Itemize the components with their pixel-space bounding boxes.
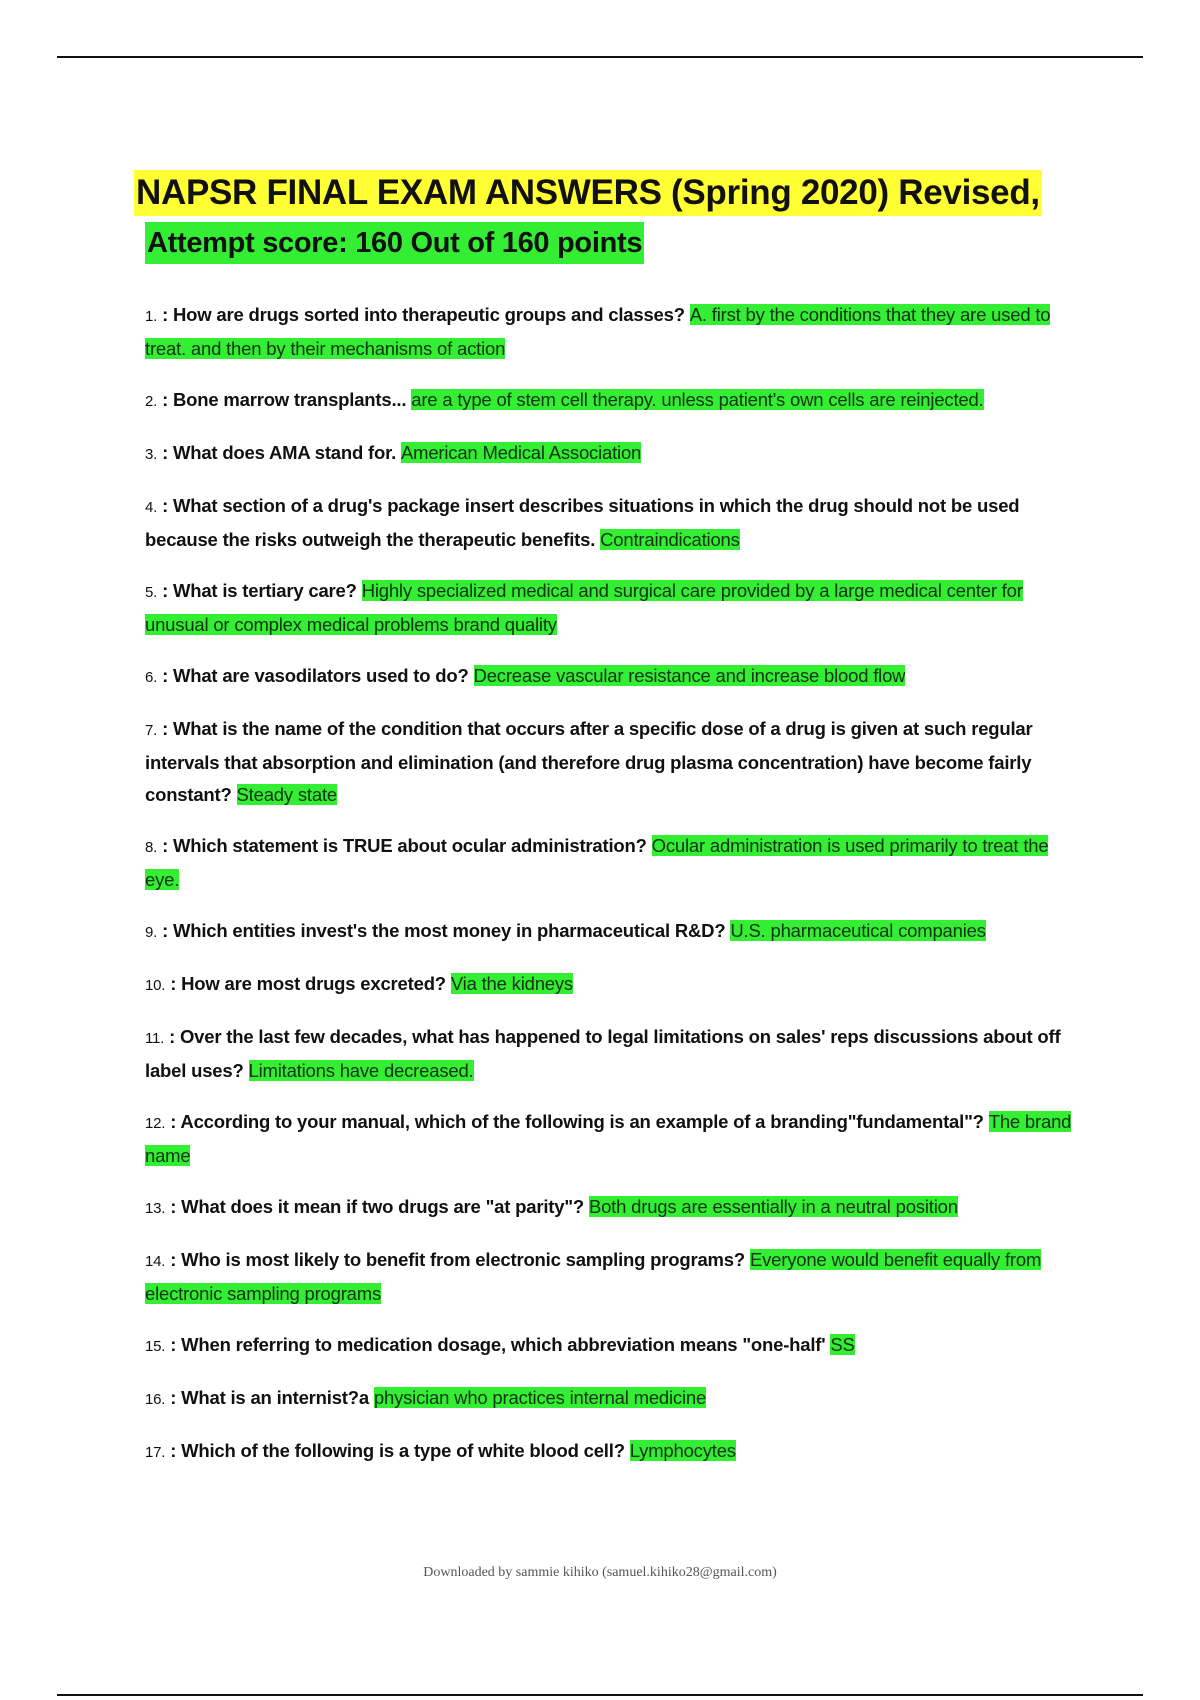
question-number: 6. bbox=[145, 669, 158, 686]
answer-highlight: Steady state bbox=[236, 784, 337, 805]
question-text: : How are most drugs excreted? bbox=[170, 973, 446, 994]
question-text: : Which statement is TRUE about ocular administration? bbox=[162, 835, 647, 856]
answer-highlight: are a type of stem cell therapy. unless patient's own cells are reinjected. bbox=[411, 389, 984, 410]
attempt-score: Attempt score: 160 Out of 160 points bbox=[145, 222, 644, 264]
question-text: : What are vasodilators used to do? bbox=[162, 665, 469, 686]
question-item bbox=[145, 1106, 1085, 1172]
question-item bbox=[145, 384, 1085, 418]
answer-highlight: Highly specialized medical and surgical care provided by a large medical center for unusual or complex medical problems brand quality bbox=[145, 580, 1023, 635]
question-number: 17. bbox=[145, 1444, 166, 1461]
question-item bbox=[145, 830, 1085, 896]
question-text: : Bone marrow transplants... bbox=[162, 389, 407, 410]
answer-highlight: Limitations have decreased. bbox=[248, 1060, 474, 1081]
document-title: NAPSR FINAL EXAM ANSWERS (Spring 2020) Revised, bbox=[134, 170, 1042, 216]
question-number: 13. bbox=[145, 1200, 166, 1217]
question-number: 14. bbox=[145, 1253, 166, 1270]
question-text: : When referring to medication dosage, which abbreviation means "one-half' bbox=[170, 1334, 826, 1355]
question-item bbox=[145, 968, 1085, 1002]
answer-highlight: Ocular administration is used primarily to treat the eye. bbox=[145, 835, 1049, 890]
question-item bbox=[145, 1435, 1085, 1469]
question-number: 11. bbox=[145, 1030, 165, 1047]
question-item bbox=[145, 1244, 1085, 1310]
answer-highlight: Contraindications bbox=[600, 529, 740, 550]
question-item bbox=[145, 1021, 1085, 1087]
question-item bbox=[145, 437, 1085, 471]
bottom-rule bbox=[57, 1694, 1143, 1696]
question-item bbox=[145, 299, 1085, 365]
answer-highlight: Both drugs are essentially in a neutral position bbox=[588, 1196, 958, 1217]
question-text: : How are drugs sorted into therapeutic groups and classes? bbox=[162, 304, 685, 325]
answer-highlight: Lymphocytes bbox=[629, 1440, 736, 1461]
answer-highlight: physician who practices internal medicine bbox=[373, 1387, 707, 1408]
question-text: : Who is most likely to benefit from electronic sampling programs? bbox=[170, 1249, 745, 1270]
question-item bbox=[145, 915, 1085, 949]
question-text: : What does it mean if two drugs are "at parity"? bbox=[170, 1196, 584, 1217]
answer-highlight: A. first by the conditions that they are used to treat. and then by their mechanisms of action bbox=[145, 304, 1051, 359]
answer-highlight: Everyone would benefit equally from electronic sampling programs bbox=[145, 1249, 1042, 1304]
question-item bbox=[145, 713, 1085, 811]
answer-highlight: SS bbox=[830, 1334, 855, 1355]
question-item bbox=[145, 1329, 1085, 1363]
question-number: 10. bbox=[145, 977, 166, 994]
question-item bbox=[145, 490, 1085, 556]
question-text: : Which of the following is a type of white blood cell? bbox=[170, 1440, 625, 1461]
question-text: : What is an internist?a bbox=[170, 1387, 369, 1408]
answer-highlight: American Medical Association bbox=[400, 442, 642, 463]
question-text: : According to your manual, which of the following is an example of a branding"fundamental"? bbox=[170, 1111, 984, 1132]
answer-highlight: The brand name bbox=[145, 1111, 1072, 1166]
question-number: 3. bbox=[145, 446, 158, 463]
question-number: 7. bbox=[145, 722, 158, 739]
question-number: 5. bbox=[145, 584, 158, 601]
question-text: : Over the last few decades, what has happened to legal limitations on sales' reps discussions about off label uses? bbox=[145, 1026, 1061, 1081]
question-list bbox=[145, 299, 1085, 1488]
answer-highlight: Via the kidneys bbox=[450, 973, 573, 994]
question-text: : Which entities invest's the most money in pharmaceutical R&D? bbox=[162, 920, 726, 941]
question-number: 16. bbox=[145, 1391, 166, 1408]
answer-highlight: Decrease vascular resistance and increase blood flow bbox=[473, 665, 906, 686]
question-number: 4. bbox=[145, 499, 158, 516]
question-item bbox=[145, 1382, 1085, 1416]
download-footer: Downloaded by sammie kihiko (samuel.kihiko28@gmail.com) bbox=[423, 1565, 777, 1580]
question-number: 9. bbox=[145, 924, 158, 941]
question-item bbox=[145, 575, 1085, 641]
question-number: 2. bbox=[145, 393, 158, 410]
question-item bbox=[145, 660, 1085, 694]
question-text: : What is tertiary care? bbox=[162, 580, 357, 601]
question-text: : What does AMA stand for. bbox=[162, 442, 397, 463]
question-number: 8. bbox=[145, 839, 158, 856]
answer-highlight: U.S. pharmaceutical companies bbox=[730, 920, 986, 941]
top-rule bbox=[57, 56, 1143, 58]
question-number: 1. bbox=[145, 308, 158, 325]
question-text: : What is the name of the condition that occurs after a specific dose of a drug is given at such regular intervals that absorption and elimination (and therefore drug plasma concentration) have become fairly constant? bbox=[145, 718, 1033, 805]
question-item bbox=[145, 1191, 1085, 1225]
question-number: 12. bbox=[145, 1115, 166, 1132]
question-text: : What section of a drug's package insert describes situations in which the drug should not be used because the risks outweigh the therapeutic benefits. bbox=[145, 495, 1020, 550]
question-number: 15. bbox=[145, 1338, 166, 1355]
